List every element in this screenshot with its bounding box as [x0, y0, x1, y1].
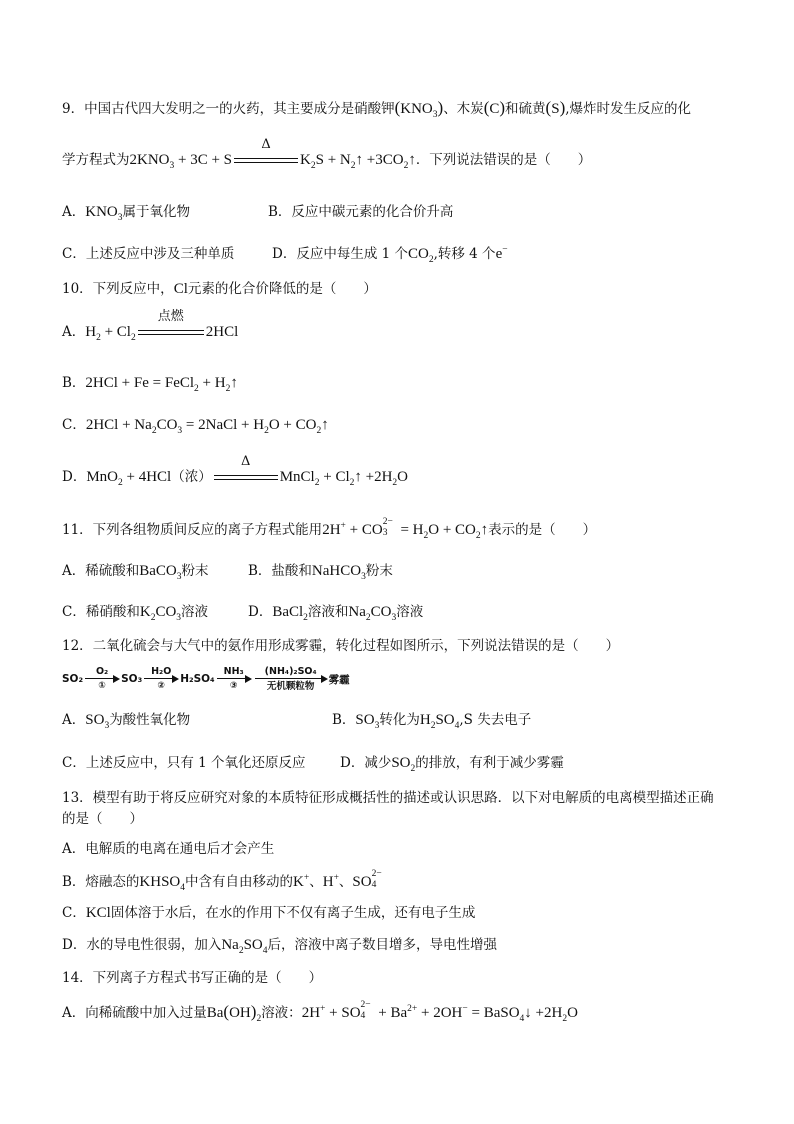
flow-arrow-1: O₂ ①	[83, 666, 121, 692]
q14-option-a: A．向稀硫酸中加入过量$Ba(OH)_2$溶液：2H+ + SO 2− 4 + $Ba^{2+} + 2OH^-$ = BaSO$_4$↓ $+2H_2O$	[62, 1000, 578, 1024]
q11-stem: 11．下列各组物质间反应的离子方程式能用2H+ + CO 2− 3 = $H_2O$ + $CO_2↑$表示的是（ ）	[62, 517, 597, 541]
flow-haze: 雾霾	[328, 673, 350, 686]
q9-option-b: B．反应中碳元素的化合价升高	[268, 204, 454, 220]
heat-condition-arrow: Δ	[214, 472, 278, 484]
q13-option-b: B．熔融态的$KHSO_4$中含有自由移动的K+、H+、SO 2− 4	[62, 869, 382, 893]
q12-conversion-diagram	[62, 666, 350, 692]
q11-option-a: A．稀硫酸和BaCO$_3$粉末	[62, 563, 209, 582]
q12-stem: 12．二氧化硫会与大气中的氨作用形成雾霾，转化过程如图所示，下列说法错误的是（ ）	[62, 638, 620, 654]
q13-option-d: D．水的导电性很弱，加入$Na_2SO_4$后，溶液中离子数目增多，导电性增强	[62, 937, 498, 956]
q12-option-c: C．上述反应中，只有 1 个氧化还原反应	[62, 755, 306, 771]
flow-so3: SO₃	[121, 673, 143, 685]
q13-stem-line2: 的是（ ）	[62, 811, 143, 827]
q10-option-b: B．2HCl + Fe = FeCl$_2$ + $H_2↑$	[62, 375, 238, 394]
q9-option-c: C．上述反应中涉及三种单质	[62, 246, 235, 262]
flow-arrow-2: H₂O ②	[142, 666, 180, 692]
q12-option-d: D．减少$SO_2$的排放，有利于减少雾霾	[340, 755, 564, 774]
q10-option-c: C．$2HCl + Na_2CO_3$ = 2NaCl + $H_2O$ + $CO_2↑$	[62, 417, 329, 436]
q13-stem-line1: 13．模型有助于将反应研究对象的本质特征形成概括性的描述或认识思路．以下对电解质的电离模型描述正确	[62, 790, 714, 806]
q10-option-d: D．MnO$_2$ + 4HCl（浓） Δ MnCl$_2$ + $Cl_2↑ +2H_2O$	[62, 453, 409, 488]
q12-option-b: B．$SO_3$转化为$H_2SO_4,S$ 失去电子	[332, 712, 532, 731]
q11-option-b: B．盐酸和NaHCO$_3$粉末	[248, 563, 393, 582]
q11-option-c: C．稀硝酸和$K_2CO_3$溶液	[62, 604, 209, 623]
q10-stem: 10．下列反应中，Cl元素的化合价降低的是（ ）	[62, 281, 377, 297]
q9-stem-line1: 9．中国古代四大发明之一的火药，其主要成分是硝酸钾$(KNO_3)$、木炭(C)和硫黄(S),爆炸时发生反应的化	[62, 98, 692, 120]
q13-option-c: C．KCl固体溶于水后，在水的作用下不仅有离子生成，还有电子生成	[62, 905, 476, 921]
q9-option-d: D．反应中每生成 1 个$CO_2$,转移 4 个e−	[272, 245, 508, 265]
flow-so2: SO₂	[62, 673, 84, 685]
q12-option-a: A．$SO_3$为酸性氧化物	[62, 712, 191, 731]
flow-h2so4: H₂SO₄	[180, 673, 215, 685]
flow-arrow-4: (NH₄)₂SO₄ 无机颗粒物	[253, 666, 329, 692]
heat-condition-arrow: Δ	[234, 155, 298, 167]
q13-option-a: A．电解质的电离在通电后才会产生	[62, 841, 275, 857]
q9-option-a: A．$KNO_3$属于氧化物	[62, 204, 190, 223]
flow-arrow-3: NH₃ ③	[215, 666, 253, 692]
q14-stem: 14．下列离子方程式书写正确的是（ ）	[62, 970, 323, 986]
ignition-condition-arrow: 点燃	[138, 327, 204, 339]
q9-stem-line2: 学方程式为$2KNO_3 + 3C + S$ Δ $K_2S$ + $N_2↑$ $+3CO_2↑$．下列说法错误的是（ ）	[62, 136, 592, 171]
q10-option-a: A．$H_2 + Cl_2$ 点燃 2HCl	[62, 308, 239, 343]
q11-option-d: D．BaCl$_2$溶液和$Na_2CO_3$溶液	[248, 604, 424, 623]
